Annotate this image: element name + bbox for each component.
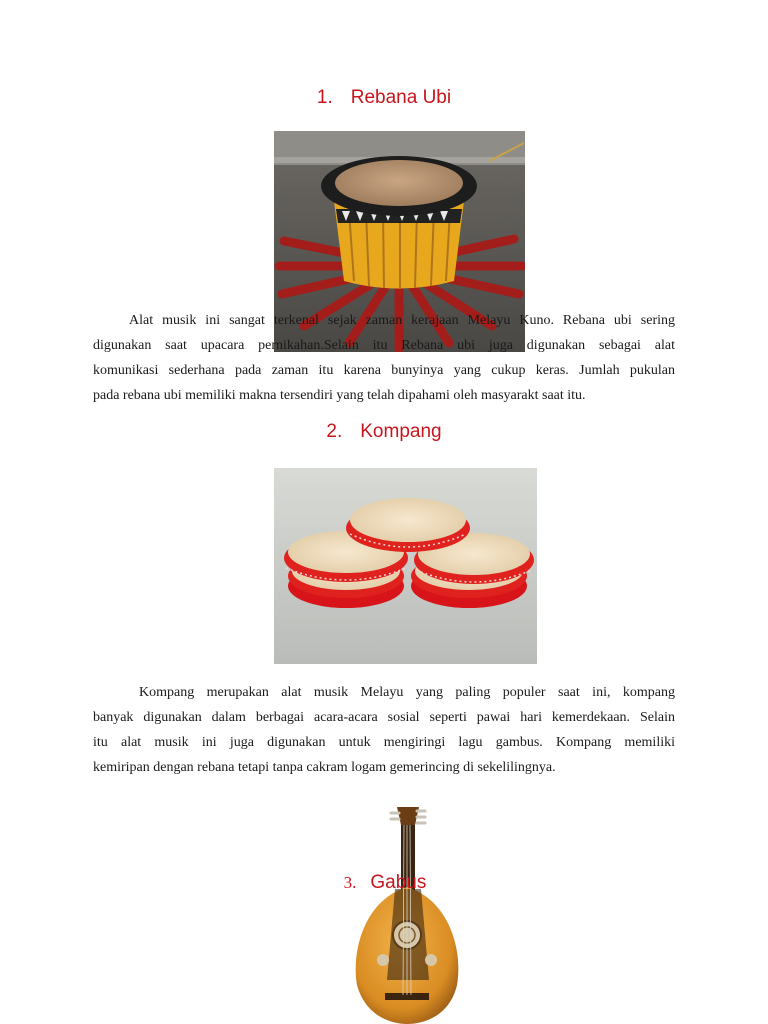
section-2-paragraph: [93, 680, 675, 780]
section-1-line: pada rebana ubi memiliki makna tersendiri yang telah dipahami oleh masyarakt saat itu.: [93, 388, 586, 403]
section-2-number: 2.: [326, 421, 343, 442]
kompang-photo: [274, 468, 537, 664]
gabus-photo: [345, 805, 470, 1024]
section-2-line: banyak digunakan dalam berbagai acara-acara sosial seperti pawai hari kemerdekaan. Selain: [93, 710, 675, 725]
section-1-line: Alat musik ini sangat terkenal sejak zaman kerajaan Melayu Kuno. Rebana ubi sering: [129, 313, 675, 328]
section-3-title: Gabus: [370, 872, 427, 893]
section-2-line: Kompang merupakan alat musik Melayu yang paling populer saat ini, kompang: [139, 685, 675, 700]
section-1-title: Rebana Ubi: [350, 87, 452, 108]
section-1-line: digunakan saat upacara pernikahan.Selain itu Rebana ubi juga digunakan sebagai alat: [93, 338, 675, 353]
section-3-heading: [0, 872, 768, 894]
section-1-number: 1.: [316, 87, 333, 108]
section-1-heading: [0, 87, 768, 109]
section-2-line: kemiripan dengan rebana tetapi tanpa cakram logam gemerincing di sekelilingnya.: [93, 760, 556, 775]
section-1-line: komunikasi sederhana pada zaman itu karena bunyinya yang cukup keras. Jumlah pukulan: [93, 363, 675, 378]
section-2-title: Kompang: [360, 421, 442, 442]
section-2-line: itu alat musik ini juga digunakan untuk mengiringi lagu gambus. Kompang memiliki: [93, 735, 675, 750]
section-2-heading: [0, 421, 768, 443]
section-3-number: 3.: [343, 873, 357, 892]
section-1-paragraph: [93, 308, 675, 408]
